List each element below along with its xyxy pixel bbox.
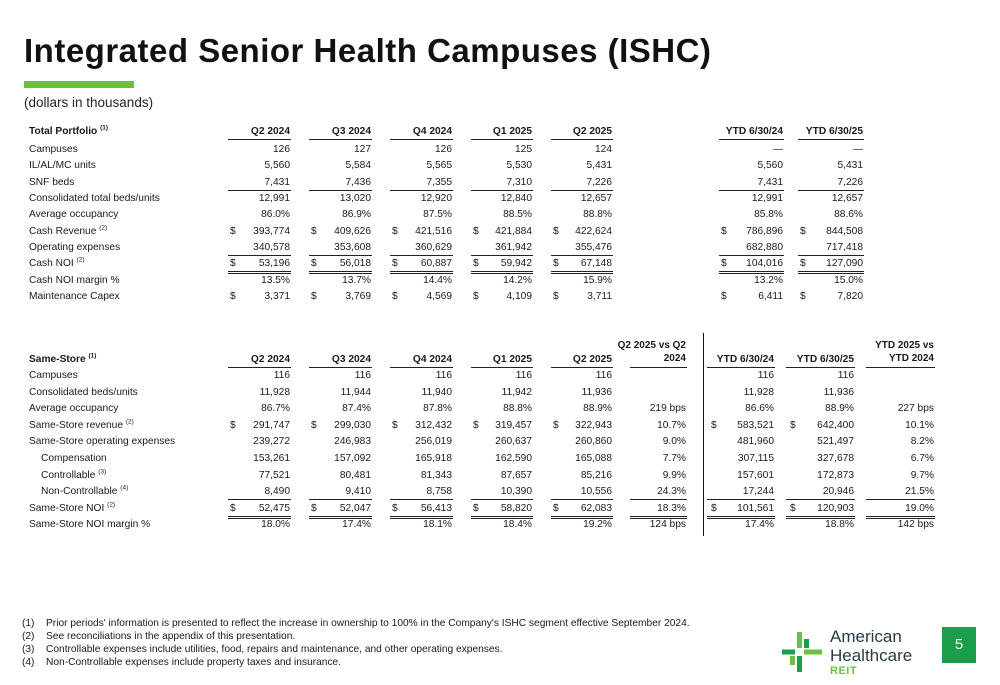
cell-value: 77,521 [258, 469, 290, 481]
cell-value: 7,431 [757, 176, 783, 188]
row-label: Same-Store $^{(1)}$ [29, 352, 97, 365]
cell-value: 11,936 [823, 386, 854, 398]
footnote-number: (4) [22, 657, 35, 668]
currency-symbol: $ [553, 258, 559, 270]
medical-cross-icon [782, 632, 822, 672]
footnote-line [22, 643, 690, 656]
cell-value: 14.2% [503, 274, 532, 286]
cell-value: 11,928 [743, 386, 774, 398]
cell-value: 12,657 [580, 193, 612, 205]
cell-value: 7,820 [837, 291, 863, 303]
currency-symbol: $ [230, 291, 236, 303]
cell-value: 126 [435, 143, 452, 155]
cell-value: 88.6% [834, 209, 863, 221]
cell-value: 20,946 [822, 486, 854, 498]
cell-value: 7,431 [264, 176, 290, 188]
footnote-line [22, 617, 690, 630]
currency-symbol: $ [473, 419, 479, 431]
cell-value: 8.2% [910, 436, 934, 448]
currency-symbol: $ [392, 225, 398, 237]
currency-symbol: $ [473, 225, 479, 237]
cell-value: 86.9% [342, 209, 371, 221]
currency-symbol: $ [800, 258, 806, 270]
footnote-text: Controllable expenses include utilities, food, repairs and maintenance, and other operating expenses. [46, 644, 503, 655]
currency-symbol: $ [230, 502, 236, 514]
table-row [0, 501, 1000, 517]
cell-value: 101,561 [737, 502, 774, 514]
cell-value: 120,903 [817, 502, 854, 514]
cell-value: 162,590 [495, 453, 532, 464]
cell-value: 6,411 [758, 291, 783, 303]
cell-value: 17.4% [745, 519, 774, 531]
cell-value: 87.4% [342, 403, 371, 415]
table-row [0, 256, 1000, 272]
row-label: Average occupancy [29, 209, 119, 221]
row-label: Operating expenses [29, 242, 121, 254]
cell-value: 5,431 [586, 160, 612, 172]
column-header: YTD 2025 vs YTD 2024 [875, 340, 934, 364]
cell-value: 12,920 [420, 193, 452, 205]
cell-value: 116 [595, 370, 612, 381]
header-underline [551, 139, 613, 140]
currency-symbol: $ [553, 502, 559, 514]
cell-value: 3,769 [345, 291, 371, 303]
currency-symbol: $ [311, 419, 317, 431]
cell-value: 60,887 [420, 258, 452, 270]
header-underline [390, 139, 453, 140]
currency-symbol: $ [711, 419, 717, 431]
logo-line-2: Healthcare [830, 646, 913, 665]
cell-value: 124 [595, 143, 612, 155]
header-underline [719, 139, 784, 140]
cell-value: 88.5% [503, 209, 532, 221]
currency-symbol: $ [553, 225, 559, 237]
currency-symbol: $ [800, 225, 806, 237]
column-header: Q4 2024 [412, 126, 452, 137]
cell-value: 116 [837, 370, 854, 381]
cell-value: 153,261 [253, 453, 290, 464]
cell-value: 116 [757, 370, 774, 381]
cell-value: 260,637 [495, 436, 532, 448]
row-label: Controllable $^{(3)}$ [41, 468, 107, 481]
header-underline [228, 139, 291, 140]
currency-symbol: $ [392, 502, 398, 514]
column-header: Q4 2024 [412, 354, 452, 365]
column-header: Q2 2024 [250, 126, 290, 137]
currency-symbol: $ [553, 419, 559, 431]
cell-value: 481,960 [737, 436, 774, 448]
cell-value: 86.6% [745, 403, 774, 415]
row-label: Same-Store NOI margin % [29, 519, 151, 531]
cell-value: 53,196 [258, 258, 290, 270]
table-row [0, 385, 1000, 401]
cell-value: 18.4% [503, 519, 532, 531]
table-row [0, 158, 1000, 174]
cell-value: 5,560 [264, 160, 290, 172]
title-accent-bar [24, 81, 134, 88]
cell-value: 355,476 [575, 242, 612, 254]
table-row [0, 175, 1000, 191]
cell-value: 87.5% [423, 209, 452, 221]
cell-value: 682,880 [746, 242, 783, 254]
cell-value: 9.0% [662, 436, 686, 448]
cell-value: 85,216 [580, 469, 612, 481]
cell-value: 165,918 [415, 453, 452, 464]
cell-value: 19.2% [583, 519, 612, 531]
cell-value: 104,016 [746, 258, 783, 270]
cell-value: 8,758 [426, 486, 452, 498]
cell-value: 260,860 [575, 436, 612, 448]
table-row [0, 142, 1000, 158]
footnote-text: See reconciliations in the appendix of this presentation. [46, 631, 296, 642]
currency-symbol: $ [392, 258, 398, 270]
row-label: Consolidated total beds/units [29, 193, 160, 205]
table-header-row [0, 352, 1000, 368]
cell-value: 127,090 [826, 258, 863, 270]
cell-value: 88.8% [583, 209, 612, 221]
table-row [0, 517, 1000, 533]
cell-value: — [852, 143, 863, 155]
footnote-ref: (4) [120, 484, 129, 492]
cell-value: 11,928 [259, 386, 290, 398]
cell-value: 86.0% [261, 209, 290, 221]
currency-symbol: $ [392, 419, 398, 431]
footnote-number: (3) [22, 644, 35, 655]
cell-value: 10,390 [500, 486, 532, 498]
cell-value: 88.9% [583, 403, 612, 415]
cell-value: 88.8% [503, 403, 532, 415]
cell-value: 19.0% [905, 502, 934, 514]
cell-value: 14.4% [423, 274, 452, 286]
column-header: Q3 2024 [331, 126, 371, 137]
cell-value: 125 [515, 143, 532, 155]
footnote-text: Non-Controllable expenses include property taxes and insurance. [46, 657, 342, 668]
cell-value: 59,942 [500, 258, 532, 270]
currency-symbol: $ [790, 502, 796, 514]
currency-symbol: $ [230, 419, 236, 431]
cell-value: 319,457 [495, 419, 532, 431]
footnote-line [22, 656, 690, 669]
cell-value: 10.7% [657, 419, 686, 431]
cell-value: 786,896 [746, 225, 783, 237]
cell-value: 7,310 [506, 176, 532, 188]
currency-symbol: $ [721, 291, 727, 303]
cell-value: 13.2% [754, 274, 783, 286]
currency-symbol: $ [473, 291, 479, 303]
table-row [0, 224, 1000, 240]
row-label: Cash NOI margin % [29, 274, 120, 286]
cell-value: 15.9% [583, 274, 612, 286]
row-label: IL/AL/MC units [29, 160, 96, 172]
cell-value: 127 [354, 143, 371, 155]
header-underline [798, 139, 864, 140]
table-row [0, 468, 1000, 484]
row-label: Consolidated beds/units [29, 386, 138, 398]
column-header: Q2 2025 [572, 354, 612, 365]
cell-value: 17.4% [342, 519, 371, 531]
cell-value: 86.7% [261, 403, 290, 415]
cell-value: 360,629 [415, 242, 452, 254]
cell-value: 13.5% [261, 274, 290, 286]
column-header: Q1 2025 [492, 126, 532, 137]
cell-value: 87.8% [423, 403, 452, 415]
currency-symbol: $ [721, 225, 727, 237]
cell-value: 583,521 [737, 419, 774, 431]
cell-value: 12,991 [258, 193, 290, 205]
footnote-ref: (2) [107, 501, 116, 509]
cell-value: 8,490 [264, 486, 290, 498]
cell-value: 12,840 [500, 193, 532, 205]
currency-symbol: $ [230, 225, 236, 237]
cell-value: 5,565 [426, 160, 452, 172]
table-row [0, 451, 1000, 467]
footnote-ref: (1) [100, 124, 109, 132]
cell-value: 11,936 [581, 386, 612, 398]
footnotes [22, 617, 690, 669]
cell-value: 7.7% [662, 453, 686, 464]
cell-value: 13,020 [339, 193, 371, 205]
cell-value: 4,569 [426, 291, 452, 303]
cell-value: 124 bps [649, 519, 686, 531]
cell-value: 15.0% [834, 274, 863, 286]
column-header: Q2 2025 vs Q2 2024 [617, 340, 686, 364]
column-header: YTD 6/30/25 [805, 126, 863, 137]
cell-value: 6.7% [910, 453, 934, 464]
column-header: Q2 2024 [250, 354, 290, 365]
cell-value: 299,030 [334, 419, 371, 431]
cell-value: 18.0% [261, 519, 290, 531]
cell-value: 353,608 [334, 242, 371, 254]
row-label: Maintenance Capex [29, 291, 120, 303]
row-label: Same-Store operating expenses [29, 436, 176, 448]
column-header: YTD 6/30/25 [796, 354, 854, 365]
currency-symbol: $ [473, 502, 479, 514]
cell-value: 13.7% [342, 274, 371, 286]
cell-value: 3,371 [264, 291, 290, 303]
currency-symbol: $ [553, 291, 559, 303]
cell-value: 421,884 [495, 225, 532, 237]
cell-value: 21.5% [905, 486, 934, 498]
row-label: Cash NOI $^{(2)}$ [29, 257, 85, 270]
cell-value: 12,991 [751, 193, 783, 205]
cell-value: 5,560 [757, 160, 783, 172]
cell-value: 18.3% [657, 502, 686, 514]
cell-value: 246,983 [334, 436, 371, 448]
cell-value: 157,601 [737, 469, 774, 481]
table-row [0, 191, 1000, 207]
cell-value: — [772, 143, 783, 155]
row-label: Cash Revenue $^{(2)}$ [29, 224, 108, 237]
cell-value: 5,431 [837, 160, 863, 172]
page-title: Integrated Senior Health Campuses (ISHC) [24, 32, 712, 69]
cell-value: 361,942 [495, 242, 532, 254]
row-label: Non-Controllable $^{(4)}$ [41, 484, 129, 498]
footnote-ref: (2) [125, 418, 134, 426]
table-row [0, 484, 1000, 500]
column-header: YTD 6/30/24 [725, 126, 783, 137]
table-header-row [0, 124, 1000, 140]
column-header: Q2 2025 [572, 126, 612, 137]
cell-value: 18.8% [825, 519, 854, 531]
cell-value: 142 bps [897, 519, 934, 531]
logo-line-1: American [830, 627, 902, 646]
cell-value: 56,018 [339, 258, 371, 270]
cell-value: 227 bps [897, 403, 934, 415]
cell-value: 116 [354, 370, 371, 381]
row-label: Average occupancy [29, 403, 119, 415]
row-label: Same-Store NOI $^{(2)}$ [29, 501, 116, 514]
cell-value: 80,481 [339, 469, 371, 481]
currency-symbol: $ [311, 502, 317, 514]
table-row [0, 289, 1000, 305]
cell-value: 844,508 [826, 225, 863, 237]
cell-value: 62,083 [580, 502, 612, 514]
table-row [0, 207, 1000, 223]
currency-symbol: $ [711, 502, 717, 514]
cell-value: 421,516 [415, 225, 452, 237]
cell-value: 7,226 [837, 176, 863, 188]
cell-value: 7,226 [586, 176, 612, 188]
cell-value: 717,418 [826, 242, 863, 254]
cell-value: 219 bps [649, 403, 686, 415]
cell-value: 11,940 [421, 386, 452, 398]
table-row [0, 368, 1000, 384]
cell-value: 3,711 [587, 291, 612, 303]
currency-symbol: $ [800, 291, 806, 303]
row-label: Compensation [41, 453, 107, 464]
currency-symbol: $ [473, 258, 479, 270]
cell-value: 24.3% [657, 486, 686, 498]
cell-value: 172,873 [817, 469, 854, 481]
logo-reit: REIT [830, 665, 858, 677]
cell-value: 312,432 [415, 419, 452, 431]
cell-value: 7,436 [345, 176, 371, 188]
cell-value: 9.9% [662, 469, 686, 481]
row-label: Total Portfolio $^{(1)}$ [29, 124, 109, 137]
table-row [0, 418, 1000, 434]
cell-value: 165,088 [575, 453, 612, 464]
cell-value: 322,943 [575, 419, 612, 431]
cell-value: 5,584 [345, 160, 371, 172]
cell-value: 67,148 [580, 258, 612, 270]
currency-symbol: $ [790, 419, 796, 431]
table-row [0, 434, 1000, 450]
cell-value: 52,047 [339, 502, 371, 514]
cell-value: 10,556 [580, 486, 612, 498]
cell-value: 521,497 [817, 436, 854, 448]
cell-value: 116 [273, 370, 290, 381]
cell-value: 307,115 [737, 453, 774, 464]
cell-value: 7,355 [426, 176, 452, 188]
table-row [0, 240, 1000, 256]
footnote-text: Prior periods' information is presented to reflect the increase in ownership to 100% in the Company's ISHC segment effective September 2024. [46, 618, 690, 629]
cell-value: 52,475 [258, 502, 290, 514]
footnote-number: (2) [22, 631, 35, 642]
cell-value: 81,343 [420, 469, 452, 481]
cell-value: 340,578 [253, 242, 290, 254]
cell-value: 12,657 [831, 193, 863, 205]
currency-symbol: $ [311, 225, 317, 237]
cell-value: 85.8% [754, 209, 783, 221]
table-row [0, 273, 1000, 289]
table-row [0, 401, 1000, 417]
cell-value: 422,624 [575, 225, 612, 237]
currency-symbol: $ [311, 258, 317, 270]
cell-value: 56,413 [420, 502, 452, 514]
cell-value: 58,820 [500, 502, 532, 514]
row-label: SNF beds [29, 176, 75, 188]
header-underline [309, 139, 372, 140]
cell-value: 116 [515, 370, 532, 381]
footnote-ref: (2) [76, 257, 85, 265]
cell-value: 11,944 [340, 386, 371, 398]
cell-value: 9.7% [910, 469, 934, 481]
cell-value: 116 [435, 370, 452, 381]
cell-value: 5,530 [506, 160, 532, 172]
cell-value: 18.1% [423, 519, 452, 531]
footnote-ref: (2) [99, 224, 108, 232]
cell-value: 88.9% [825, 403, 854, 415]
currency-symbol: $ [311, 291, 317, 303]
cell-value: 11,942 [501, 386, 532, 398]
cell-value: 126 [273, 143, 290, 155]
company-logo [782, 626, 932, 678]
row-label: Campuses [29, 370, 78, 381]
currency-symbol: $ [721, 258, 727, 270]
cell-value: 327,678 [817, 453, 854, 464]
footnote-ref: (3) [98, 468, 107, 476]
header-underline [471, 139, 533, 140]
currency-symbol: $ [230, 258, 236, 270]
page-number: 5 [942, 627, 976, 663]
footnote-ref: (1) [88, 352, 97, 360]
footnote-number: (1) [22, 618, 35, 629]
cell-value: 4,109 [506, 291, 532, 303]
column-header: YTD 6/30/24 [716, 354, 774, 365]
cell-value: 157,092 [334, 453, 371, 464]
cell-value: 256,019 [415, 436, 452, 448]
cell-value: 87,657 [500, 469, 532, 481]
logo-wordmark [830, 627, 912, 665]
row-label: Same-Store revenue $^{(2)}$ [29, 418, 134, 431]
currency-symbol: $ [392, 291, 398, 303]
cell-value: 393,774 [253, 225, 290, 237]
footnote-line [22, 630, 690, 643]
cell-value: 239,272 [253, 436, 290, 448]
column-header: Q3 2024 [331, 354, 371, 365]
cell-value: 409,626 [334, 225, 371, 237]
row-label: Campuses [29, 143, 78, 155]
cell-value: 9,410 [345, 486, 371, 498]
cell-value: 291,747 [253, 419, 290, 431]
column-header: Q1 2025 [492, 354, 532, 365]
cell-value: 642,400 [817, 419, 854, 431]
cell-value: 10.1% [905, 419, 934, 431]
cell-value: 17,244 [742, 486, 774, 498]
units-subtitle: (dollars in thousands) [24, 95, 154, 110]
